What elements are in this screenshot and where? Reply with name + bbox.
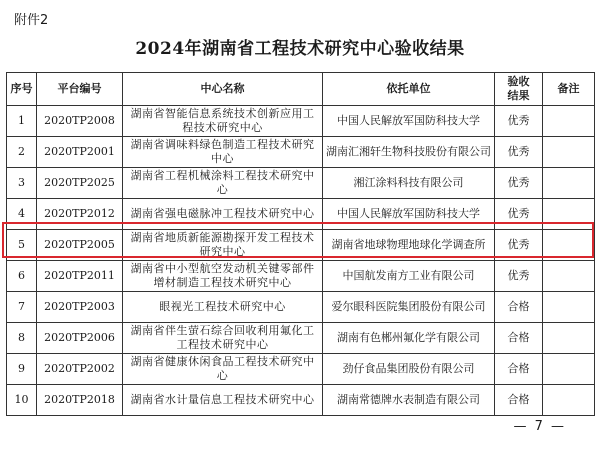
- cell-code: 2020TP2018: [37, 385, 123, 416]
- cell-unit: 劲仔食品集团股份有限公司: [323, 354, 495, 385]
- cell-center-name: 湖南省工程机械涂料工程技术研究中心: [123, 168, 323, 199]
- cell-result: 优秀: [495, 199, 543, 230]
- cell-code: 2020TP2003: [37, 292, 123, 323]
- cell-remark: [543, 230, 595, 261]
- cell-index: 1: [7, 106, 37, 137]
- cell-unit: 湖南省地球物理地球化学调查所: [323, 230, 495, 261]
- cell-unit: 湖南有色郴州氟化学有限公司: [323, 323, 495, 354]
- table-row-highlighted: [7, 230, 595, 261]
- cell-remark: [543, 292, 595, 323]
- cell-result: 合格: [495, 354, 543, 385]
- attachment-label: 附件2: [14, 13, 49, 28]
- header-platform-code: 平台编号: [37, 73, 123, 106]
- table-header-row: [7, 73, 595, 106]
- header-result: 验收 结果: [495, 73, 543, 106]
- cell-code: 2020TP2025: [37, 168, 123, 199]
- cell-remark: [543, 385, 595, 416]
- cell-code: 2020TP2002: [37, 354, 123, 385]
- cell-index: 2: [7, 137, 37, 168]
- header-center-name: 中心名称: [123, 73, 323, 106]
- table-row: [7, 385, 595, 416]
- cell-remark: [543, 261, 595, 292]
- cell-center-name: 湖南省健康休闲食品工程技术研究中心: [123, 354, 323, 385]
- table-row: [7, 292, 595, 323]
- results-table: [6, 72, 595, 416]
- cell-result: 合格: [495, 323, 543, 354]
- table-row: [7, 199, 595, 230]
- cell-remark: [543, 168, 595, 199]
- cell-code: 2020TP2001: [37, 137, 123, 168]
- cell-index: 4: [7, 199, 37, 230]
- cell-center-name: 湖南省水计量信息工程技术研究中心: [123, 385, 323, 416]
- header-remarks: 备注: [543, 73, 595, 106]
- cell-index: 8: [7, 323, 37, 354]
- table-row: [7, 106, 595, 137]
- cell-code: 2020TP2008: [37, 106, 123, 137]
- cell-center-name: 眼视光工程技术研究中心: [123, 292, 323, 323]
- cell-result: 合格: [495, 292, 543, 323]
- header-supporting-unit: 依托单位: [323, 73, 495, 106]
- cell-result: 优秀: [495, 261, 543, 292]
- cell-unit: 中国人民解放军国防科技大学: [323, 106, 495, 137]
- cell-result: 优秀: [495, 230, 543, 261]
- cell-unit: 湖南常德牌水表制造有限公司: [323, 385, 495, 416]
- cell-result: 优秀: [495, 168, 543, 199]
- cell-code: 2020TP2011: [37, 261, 123, 292]
- cell-index: 7: [7, 292, 37, 323]
- cell-result: 合格: [495, 385, 543, 416]
- cell-center-name: 湖南省智能信息系统技术创新应用工程技术研究中心: [123, 106, 323, 137]
- cell-remark: [543, 199, 595, 230]
- cell-unit: 中国航发南方工业有限公司: [323, 261, 495, 292]
- table-row: [7, 323, 595, 354]
- cell-result: 优秀: [495, 106, 543, 137]
- cell-unit: 湘江涂料科技有限公司: [323, 168, 495, 199]
- cell-code: 2020TP2005: [37, 230, 123, 261]
- cell-code: 2020TP2006: [37, 323, 123, 354]
- cell-unit: 爱尔眼科医院集团股份有限公司: [323, 292, 495, 323]
- cell-center-name: 湖南省调味料绿色制造工程技术研究中心: [123, 137, 323, 168]
- cell-center-name: 湖南省地质新能源勘探开发工程技术研究中心: [123, 230, 323, 261]
- cell-unit: 中国人民解放军国防科技大学: [323, 199, 495, 230]
- header-index: 序号: [7, 73, 37, 106]
- cell-remark: [543, 137, 595, 168]
- cell-index: 9: [7, 354, 37, 385]
- table-row: [7, 137, 595, 168]
- cell-remark: [543, 354, 595, 385]
- cell-code: 2020TP2012: [37, 199, 123, 230]
- table-row: [7, 354, 595, 385]
- cell-remark: [543, 106, 595, 137]
- cell-index: 5: [7, 230, 37, 261]
- table-row: [7, 168, 595, 199]
- cell-unit: 湖南汇湘轩生物科技股份有限公司: [323, 137, 495, 168]
- cell-index: 3: [7, 168, 37, 199]
- cell-remark: [543, 323, 595, 354]
- cell-index: 10: [7, 385, 37, 416]
- cell-result: 优秀: [495, 137, 543, 168]
- cell-center-name: 湖南省强电磁脉冲工程技术研究中心: [123, 199, 323, 230]
- cell-center-name: 湖南省中小型航空发动机关键零部件增材制造工程技术研究中心: [123, 261, 323, 292]
- cell-center-name: 湖南省伴生萤石综合回收利用氟化工工程技术研究中心: [123, 323, 323, 354]
- cell-index: 6: [7, 261, 37, 292]
- page-number: — 7 —: [513, 419, 566, 434]
- document-title: 2024年湖南省工程技术研究中心验收结果: [135, 39, 465, 59]
- table-row: [7, 261, 595, 292]
